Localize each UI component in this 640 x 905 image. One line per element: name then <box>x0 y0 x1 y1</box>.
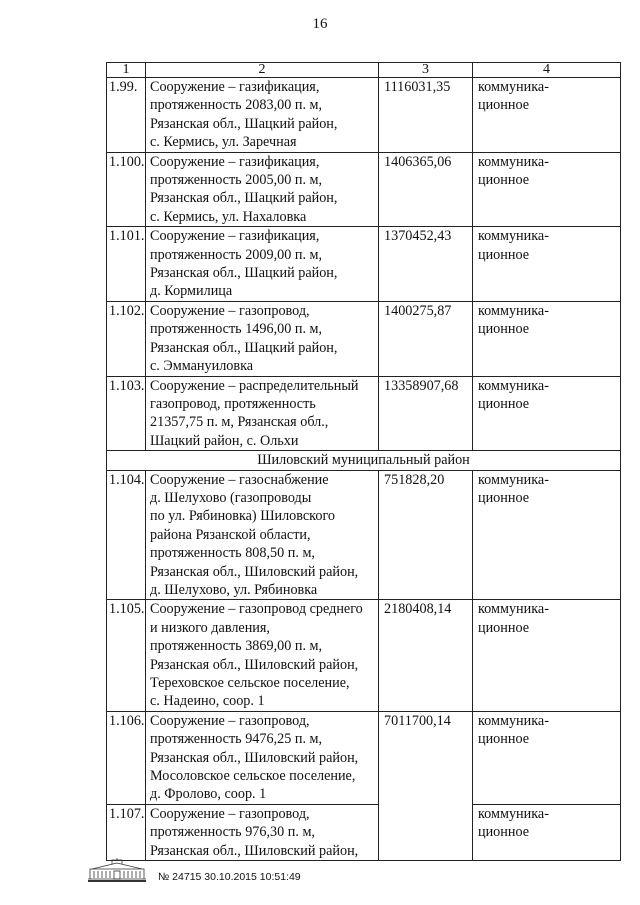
table-header-row <box>107 63 621 78</box>
description-line: Сооружение – газификация, <box>150 228 320 245</box>
kind-line: ционное <box>478 395 530 412</box>
kind-line: коммуника- <box>478 601 549 618</box>
table-row <box>107 152 621 227</box>
row-number: 1.99. <box>107 78 146 153</box>
description-line: Шацкий район, с. Ольхи <box>150 432 299 449</box>
kind-line: коммуника- <box>478 302 549 319</box>
section-title: Шиловский муниципальный район <box>107 451 621 470</box>
row-kind <box>473 78 621 153</box>
kind-line: ционное <box>478 97 530 114</box>
description-line: и низкого давления, <box>150 619 270 636</box>
row-description <box>146 301 379 376</box>
description-line: Рязанская обл., Шацкий район, <box>150 339 338 356</box>
description-line: протяженность 3869,00 п. м, <box>150 638 323 655</box>
property-table <box>106 62 621 861</box>
description-line: протяженность 2083,00 п. м, <box>150 97 323 114</box>
description-line: Сооружение – газопровод, <box>150 805 310 822</box>
table-row <box>107 78 621 153</box>
description-line: д. Шелухово (газопроводы <box>150 489 312 506</box>
description-line: района Рязанской области, <box>150 526 311 543</box>
row-number: 1.102. <box>107 301 146 376</box>
row-description <box>146 376 379 451</box>
section-row <box>107 451 621 470</box>
kind-line: коммуника- <box>478 471 549 488</box>
table-row <box>107 600 621 711</box>
description-line: Сооружение – газификация, <box>150 153 320 170</box>
description-line: по ул. Рябиновка) Шиловского <box>150 508 336 525</box>
row-value: 751828,20 <box>379 470 473 600</box>
row-kind <box>473 804 621 860</box>
row-number: 1.107. <box>107 804 146 860</box>
row-value: 1400275,87 <box>379 301 473 376</box>
description-line: газопровод, протяженность <box>150 395 316 412</box>
row-value: 2180408,14 <box>379 600 473 711</box>
description-line: д. Кормилица <box>150 283 233 300</box>
description-line: Рязанская обл., Шиловский район, <box>150 563 359 580</box>
kind-line: ционное <box>478 321 530 338</box>
description-line: протяженность 2005,00 п. м, <box>150 172 323 189</box>
table-body-shilovsky <box>107 470 621 711</box>
description-line: Сооружение – газификация, <box>150 79 320 95</box>
kind-line: ционное <box>478 619 530 636</box>
row-value: 13358907,68 <box>379 376 473 451</box>
row-description <box>146 600 379 711</box>
description-line: Рязанская обл., Шацкий район, <box>150 265 338 282</box>
description-line: Рязанская обл., Шиловский район, <box>150 749 359 766</box>
kind-line: коммуника- <box>478 712 549 729</box>
building-emblem-icon <box>86 858 148 882</box>
document-footer <box>86 858 386 890</box>
table-body-shatsky <box>107 78 621 451</box>
row-number: 1.105. <box>107 600 146 711</box>
description-line: д. Шелухово, ул. Рябиновка <box>150 581 318 598</box>
description-line: с. Кермись, ул. Нахаловка <box>150 208 307 225</box>
kind-line: ционное <box>478 489 530 506</box>
description-line: Рязанская обл., Шиловский район, <box>150 656 359 673</box>
row-kind <box>473 711 621 804</box>
kind-line: коммуника- <box>478 377 549 394</box>
description-line: протяженность 808,50 п. м, <box>150 545 315 562</box>
row-kind <box>473 376 621 451</box>
kind-line: коммуника- <box>478 805 549 822</box>
row-value: 1370452,43 <box>379 227 473 302</box>
registration-stamp: № 24715 30.10.2015 10:51:49 <box>158 871 301 883</box>
description-line: Сооружение – газоснабжение <box>150 471 329 488</box>
description-line: Тереховское сельское поселение, <box>150 675 350 691</box>
row-description <box>146 470 379 600</box>
row-kind <box>473 470 621 600</box>
row-value: 7011700,14 <box>379 711 473 860</box>
kind-line: коммуника- <box>478 153 549 170</box>
table-row <box>107 470 621 600</box>
row-number: 1.100. <box>107 152 146 227</box>
row-description <box>146 152 379 227</box>
description-line: 21357,75 п. м, Рязанская обл., <box>150 414 329 431</box>
kind-line: ционное <box>478 824 530 841</box>
description-line: с. Кермись, ул. Заречная <box>150 134 297 151</box>
description-line: протяженность 9476,25 п. м, <box>150 731 323 748</box>
kind-line: ционное <box>478 172 530 189</box>
description-line: Сооружение – газопровод, <box>150 712 310 729</box>
kind-line: ционное <box>478 731 530 748</box>
description-line: Сооружение – газопровод, <box>150 302 310 319</box>
table-row <box>107 804 621 860</box>
description-line: Рязанская обл., Шацкий район, <box>150 115 338 132</box>
description-line: протяженность 2009,00 п. м, <box>150 246 323 263</box>
description-line: д. Фролово, соор. 1 <box>150 786 267 803</box>
description-line: Рязанская обл., Шиловский район, <box>150 842 359 859</box>
row-number: 1.104. <box>107 470 146 600</box>
row-kind <box>473 152 621 227</box>
row-description <box>146 78 379 153</box>
page-number: 16 <box>312 16 328 32</box>
row-number: 1.103. <box>107 376 146 451</box>
table-row <box>107 227 621 302</box>
kind-line: коммуника- <box>478 79 549 95</box>
description-line: Сооружение – распределительный <box>150 377 359 394</box>
description-line: протяженность 976,30 п. м, <box>150 824 315 841</box>
table-row <box>107 301 621 376</box>
row-value: 1116031,35 <box>379 78 473 153</box>
row-number: 1.106. <box>107 711 146 804</box>
row-description <box>146 804 379 860</box>
description-line: с. Надеино, соор. 1 <box>150 693 265 710</box>
description-line: протяженность 1496,00 п. м, <box>150 321 323 338</box>
description-line: с. Эммануиловка <box>150 358 254 375</box>
row-value: 1406365,06 <box>379 152 473 227</box>
row-kind <box>473 301 621 376</box>
description-line: Мосоловское сельское поселение, <box>150 768 356 785</box>
table-row <box>107 376 621 451</box>
row-description <box>146 227 379 302</box>
row-number: 1.101. <box>107 227 146 302</box>
description-line: Сооружение – газопровод среднего <box>150 601 363 618</box>
description-line: Рязанская обл., Шацкий район, <box>150 190 338 207</box>
column-header: 3 <box>379 63 473 78</box>
column-header: 4 <box>473 63 621 78</box>
row-kind <box>473 600 621 711</box>
column-header: 1 <box>107 63 146 78</box>
row-kind <box>473 227 621 302</box>
kind-line: коммуника- <box>478 228 549 245</box>
table-row <box>107 711 621 804</box>
row-description <box>146 711 379 804</box>
kind-line: ционное <box>478 246 530 263</box>
column-header: 2 <box>146 63 379 78</box>
